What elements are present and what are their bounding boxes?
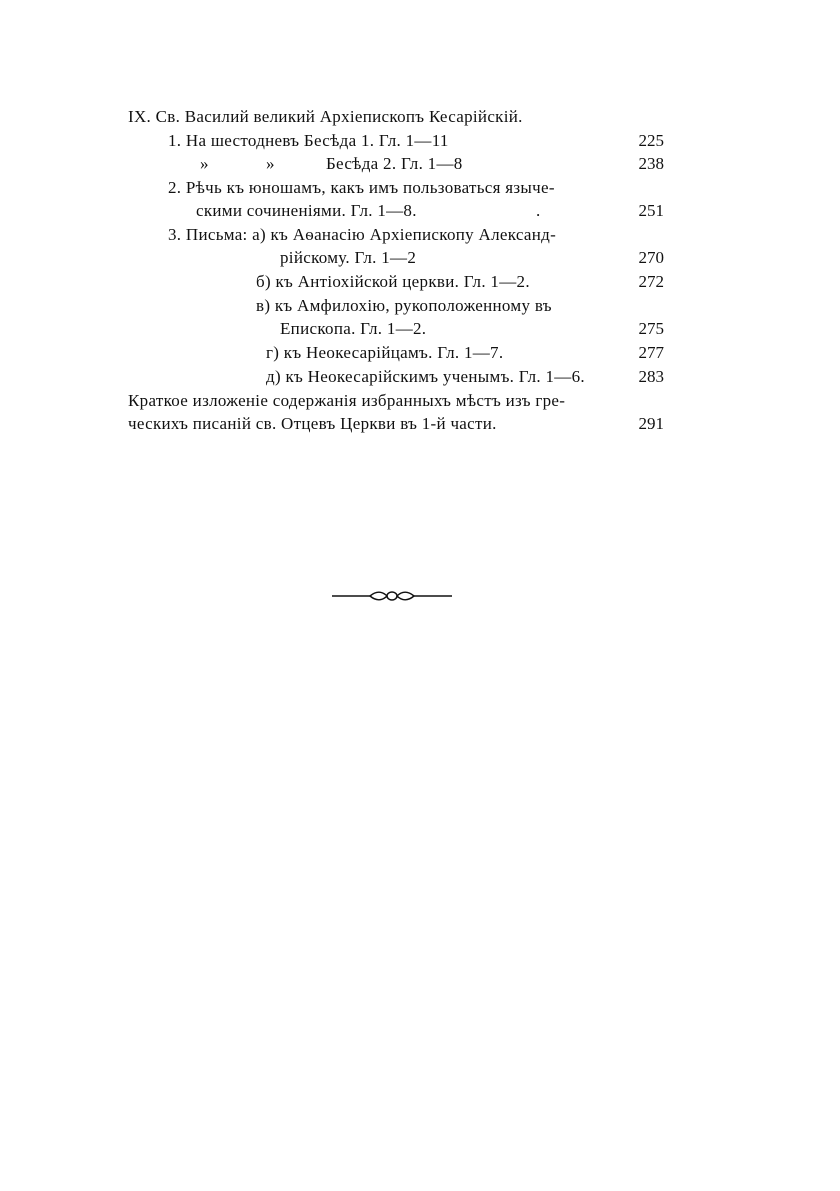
toc-entry-text: Краткое изложеніе содержанія избранныхъ мѣстъ изъ гре-: [128, 391, 566, 410]
toc-page-number: 270: [638, 248, 664, 267]
toc-entry-text: д) къ Неокесарійскимъ ученымъ. Гл. 1—6.: [266, 367, 585, 386]
toc-page-number: 272: [638, 272, 664, 291]
toc-entry-continuation: Епископа. Гл. 1—2.: [280, 319, 427, 338]
toc-entry-continuation: скими сочиненіями. Гл. 1—8.: [196, 201, 417, 220]
toc-page-number: 275: [638, 319, 664, 338]
ditto-mark: »: [200, 154, 209, 173]
toc-entry-text: Бесѣда 2. Гл. 1—8: [326, 154, 463, 173]
toc-entry-text: 3. Письма: а) къ Аѳанасію Архіепископу Александ-: [168, 225, 557, 244]
toc-page-number: 251: [638, 201, 664, 220]
ditto-mark: »: [266, 154, 275, 173]
toc-entry-text: в) къ Амфилохію, рукоположенному въ: [256, 296, 552, 315]
toc-entry-text: 1. На шестодневъ Бесѣда 1. Гл. 1—11: [168, 131, 449, 150]
ornament-divider: [332, 588, 452, 604]
toc-page-number: 238: [638, 154, 664, 173]
toc-page-number: 283: [638, 367, 664, 386]
section-heading: IX. Св. Василий великий Архіепископъ Кесарійскій.: [128, 107, 523, 126]
toc-page-number: 277: [638, 343, 664, 362]
leader-dot: .: [536, 201, 541, 220]
toc-page-number: 291: [638, 414, 664, 433]
toc-entry-text: б) къ Антіохійской церкви. Гл. 1—2.: [256, 272, 530, 291]
toc-entry-continuation: ческихъ писаній св. Отцевъ Церкви въ 1-й части.: [128, 414, 497, 433]
toc-entry-continuation: рійскому. Гл. 1—2: [280, 248, 417, 267]
toc-entry-text: 2. Рѣчь къ юношамъ, какъ имъ пользоваться языче-: [168, 178, 555, 197]
toc-entry-text: г) къ Неокесарійцамъ. Гл. 1—7.: [266, 343, 504, 362]
toc-page-number: 225: [638, 131, 664, 150]
